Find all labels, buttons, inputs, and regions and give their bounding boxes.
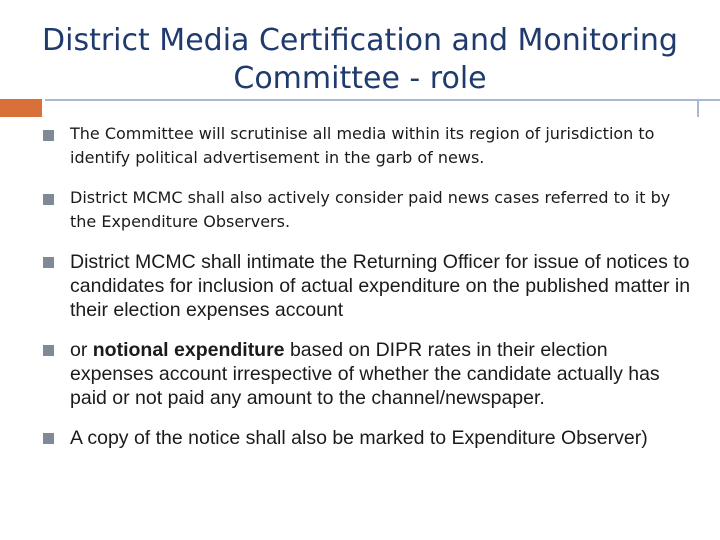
bullet-item-4 — [42, 338, 692, 410]
slide-title — [40, 22, 680, 98]
square-bullet-icon — [43, 130, 54, 141]
bullet-item-1 — [42, 122, 692, 170]
bullet-text-4-prefix: or — [70, 339, 93, 361]
slide-title-line1: District Media Certification and Monitoring — [42, 23, 678, 58]
bullet-item-5 — [42, 426, 692, 450]
bullet-text-2: District MCMC shall also actively consider paid news cases referred to it by the Expenditure Observers. — [70, 188, 671, 231]
square-bullet-icon — [43, 433, 54, 444]
bullet-item-3 — [42, 250, 692, 322]
title-accent-bar — [0, 99, 42, 117]
slide-title-line2: Committee - role — [233, 61, 487, 96]
bullet-text-3: District MCMC shall intimate the Returning Officer for issue of notices to candidates for inclusion of actual expenditure on the published matter in their election expenses account — [70, 251, 691, 321]
bullet-text-4-suffix: based on DIPR rates in their election expenses account irrespective of whether the candidate actually has paid or not paid any amount to the channel/newspaper. — [70, 339, 660, 409]
bullet-text-1: The Committee will scrutinise all media within its region of jurisdiction to identify political advertisement in the garb of news. — [70, 124, 655, 167]
square-bullet-icon — [43, 257, 54, 268]
bullet-text-4-bold: notional expenditure — [92, 339, 285, 361]
bullet-item-2 — [42, 186, 692, 234]
bullet-text-5: A copy of the notice shall also be marked to Expenditure Observer) — [70, 427, 648, 449]
title-divider-line — [45, 99, 720, 117]
title-divider-tick — [697, 99, 699, 117]
square-bullet-icon — [43, 345, 54, 356]
bullet-list — [42, 122, 692, 450]
square-bullet-icon — [43, 194, 54, 205]
